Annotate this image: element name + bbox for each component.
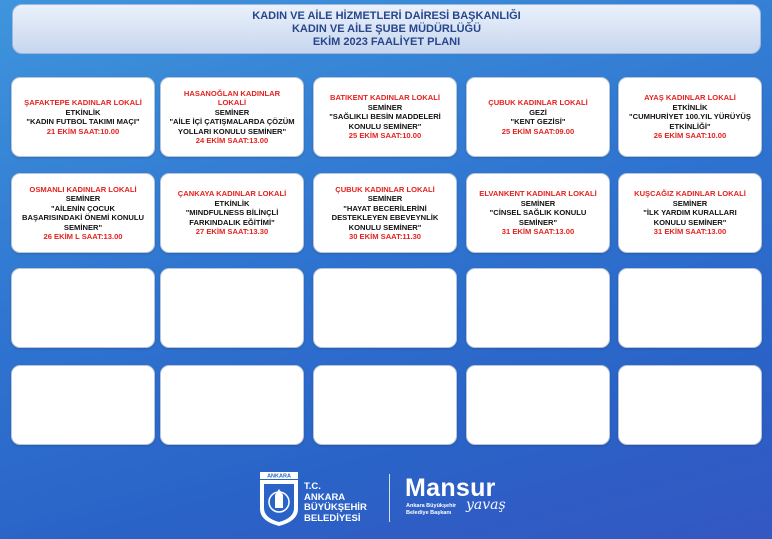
activity-card — [160, 173, 304, 253]
muni-metropolitan: BÜYÜKŞEHİR — [304, 502, 367, 513]
mayor-title — [406, 503, 456, 517]
activity-date: 31 EKİM SAAT:13.00 — [653, 227, 727, 237]
activity-date: 25 EKİM SAAT:10.00 — [348, 131, 422, 141]
activity-date: 27 EKİM SAAT:13.30 — [195, 227, 269, 237]
activity-card — [11, 77, 155, 157]
muni-tc: T.C. — [304, 481, 321, 492]
empty-card — [160, 365, 304, 445]
activity-card — [313, 77, 457, 157]
empty-card — [466, 365, 610, 445]
empty-card — [466, 268, 610, 348]
activity-type: SEMİNER — [367, 102, 403, 112]
activity-date: 24 EKİM SAAT:13.00 — [195, 136, 269, 145]
header-plan-title: EKİM 2023 FAALİYET PLANI — [312, 35, 461, 48]
activity-type: SEMİNER — [65, 194, 101, 203]
empty-card — [11, 365, 155, 445]
activity-title: "AİLENİN ÇOCUK BAŞARISINDAKİ ÖNEMİ KONULU SEMİNER" — [22, 203, 144, 232]
activity-date: 26 EKİM SAAT:10.00 — [653, 131, 727, 141]
footer-divider — [389, 474, 390, 522]
activity-location: ÇUBUK KADINLAR LOKALİ — [488, 98, 588, 107]
activity-card — [466, 173, 610, 253]
activity-title: "AİLE İÇİ ÇATIŞMALARDA ÇÖZÜM YOLLARI KONULU SEMİNER" — [169, 117, 295, 136]
activity-card — [618, 77, 762, 157]
activity-type: GEZİ — [529, 107, 547, 117]
empty-card — [313, 268, 457, 348]
muni-city: ANKARA — [304, 491, 346, 503]
empty-card — [160, 268, 304, 348]
activity-card — [618, 173, 762, 253]
activity-title: "İLK YARDIM KURALLARI KONULU SEMİNER" — [643, 208, 737, 227]
activity-title: "KENT GEZİSİ" — [510, 117, 566, 126]
header-department: KADIN VE AİLE HİZMETLERİ DAİRESİ BAŞKANLIĞI — [252, 9, 521, 22]
activity-date: 26 EKİM L SAAT:13.00 — [43, 232, 123, 241]
activity-location: ÇANKAYA KADINLAR LOKALİ — [177, 189, 287, 199]
plan-header — [12, 4, 761, 54]
activity-location: OSMANLI KADINLAR LOKALİ — [29, 184, 137, 194]
activity-type: SEMİNER — [672, 198, 708, 208]
empty-card — [313, 365, 457, 445]
header-branch: KADIN VE AİLE ŞUBE MÜDÜRLÜĞÜ — [291, 22, 482, 35]
activity-location: BATIKENT KADINLAR LOKALİ — [330, 93, 440, 103]
activity-location: ŞAFAKTEPE KADINLAR LOKALİ — [24, 98, 142, 107]
activity-date: 21 EKİM SAAT:10.00 — [46, 126, 120, 136]
activity-title: "MINDFULNESS BİLİNÇLİ FARKINDALIK EĞİTİMİ" — [185, 208, 279, 227]
activity-location: KUŞCAĞIZ KADINLAR LOKALİ — [634, 189, 746, 199]
emblem-city-label: ANKARA — [267, 473, 291, 480]
activity-type: SEMİNER — [520, 198, 556, 208]
mayor-name: Mansur — [405, 474, 496, 502]
ankara-emblem-icon — [258, 471, 300, 527]
activity-title: "KADIN FUTBOL TAKIMI MAÇI" — [26, 117, 140, 126]
muni-municipality: BELEDİYESİ — [304, 512, 361, 524]
mayor-title-line1: Ankara Büyükşehir — [406, 503, 457, 509]
activity-location: AYAŞ KADINLAR LOKALİ — [644, 93, 736, 103]
mayor-signature: yavaş — [466, 497, 506, 513]
activity-type: ETKİNLİK — [672, 102, 708, 112]
activity-type: ETKİNLİK — [65, 107, 101, 117]
activity-date: 31 EKİM SAAT:13.00 — [501, 227, 575, 237]
activity-title: "HAYAT BECERİLERİNİ DESTEKLEYEN EBEVEYNLİK KONULU SEMİNER" — [331, 203, 439, 232]
activity-card — [313, 173, 457, 253]
mayor-title-line2: Belediye Başkanı — [406, 510, 452, 516]
activity-card — [160, 77, 304, 157]
empty-card — [11, 268, 155, 348]
activity-title: "CİNSEL SAĞLIK KONULU SEMİNER" — [489, 208, 587, 227]
activity-title: "SAĞLIKLI BESİN MADDELERİ KONULU SEMİNER" — [329, 112, 441, 131]
activity-date: 25 EKİM SAAT:09.00 — [501, 126, 575, 136]
activity-title: "CUMHURİYET 100.YIL YÜRÜYÜŞ ETKİNLİĞİ" — [629, 112, 751, 131]
activity-card — [11, 173, 155, 253]
activity-location: HASANOĞLAN KADINLAR LOKALİ — [183, 88, 281, 107]
activity-card — [466, 77, 610, 157]
activity-date: 30 EKİM SAAT:11.30 — [348, 232, 422, 241]
activity-type: SEMİNER — [367, 194, 403, 203]
empty-card — [618, 365, 762, 445]
empty-card — [618, 268, 762, 348]
activity-location: ÇUBUK KADINLAR LOKALİ — [335, 184, 435, 194]
activity-type: ETKİNLİK — [214, 198, 250, 208]
activity-location: ELVANKENT KADINLAR LOKALİ — [479, 189, 597, 199]
municipality-name — [304, 482, 367, 524]
activity-type: SEMİNER — [214, 107, 250, 117]
